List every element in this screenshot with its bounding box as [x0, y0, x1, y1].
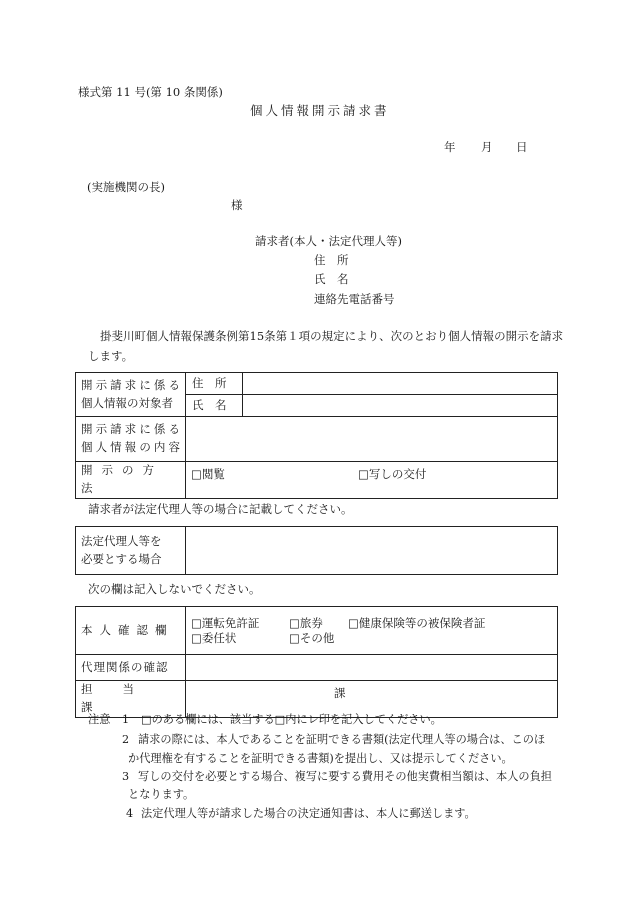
date-day-label: 日 — [516, 140, 528, 154]
target-person-label-line-2: 個人情報の対象者 — [81, 395, 173, 410]
identity-options-cell — [186, 607, 558, 655]
content-label-line-1: 開 示 請 求 に 係 る — [81, 422, 180, 437]
id-insurance-checkbox[interactable]: □健康保険等の被保険者証 — [348, 616, 486, 630]
proxy-need-field[interactable] — [186, 527, 558, 575]
note-2-text-line-2: か代理権を有することを証明できる書類)を提出し、又は提示してください。 — [128, 752, 513, 765]
target-person-label: 開 示 請 求 に 係 る 個人情報の対象者 — [76, 373, 186, 417]
proxy-instruction: 請求者が法定代理人等の場合に記載してください。 — [88, 502, 353, 516]
section-suffix: 課 — [334, 686, 346, 700]
date-year-label: 年 — [444, 140, 456, 154]
section-field — [186, 681, 558, 718]
method-label: 開示の方法 — [76, 462, 186, 499]
proxy-need-label-line-1: 法定代理人等を — [81, 533, 162, 548]
proxy-check-field[interactable] — [186, 655, 558, 681]
id-proxy-letter-checkbox[interactable]: □委任状 — [191, 631, 237, 645]
note-2-text-line-1: 請求の際には、本人であることを証明できる書類(法定代理人等の場合は、このほ — [138, 733, 546, 746]
target-name-label: 氏 名 — [186, 395, 243, 417]
proxy-check-label: 代理関係の確認 — [76, 655, 186, 681]
form-number: 様式第 11 号(第 10 条関係) — [78, 85, 223, 99]
intro-line-1: 掛斐川町個人情報保護条例第15条第１項の規定により、次のとおり個人情報の開示を請求 — [100, 329, 564, 343]
document-title: 個人情報開示請求書 — [250, 103, 390, 118]
note-3-text-line-1: 写しの交付を必要とする場合、複写に要する費用その他実費相当額は、本人の負担 — [138, 770, 552, 783]
recipient-honorific: 様 — [231, 198, 243, 212]
proxy-need-label — [76, 527, 186, 575]
target-name-field[interactable] — [243, 395, 558, 417]
date-month-label: 月 — [481, 140, 493, 154]
section-label: 担当課 — [76, 681, 186, 718]
note-4-number: 4 — [126, 807, 134, 820]
note-4-text: 法定代理人等が請求した場合の決定通知書は、本人に郵送します。 — [141, 807, 476, 820]
note-2-number: 2 — [122, 733, 130, 746]
proxy-need-label-line-2: 必要とする場合 — [81, 551, 162, 566]
content-label-line-2: 個 人 情 報 の 内 容 — [81, 440, 180, 454]
note-1-text: □のある欄には、該当する□内にレ印を記入してください。 — [141, 713, 442, 726]
recipient-label: (実施機関の長) — [87, 180, 165, 194]
content-field[interactable] — [186, 417, 558, 462]
office-use-table — [75, 606, 558, 718]
method-view-checkbox[interactable]: □閲覧 — [191, 467, 225, 481]
id-other-checkbox[interactable]: □その他 — [289, 631, 335, 645]
proxy-table — [75, 526, 558, 575]
requester-phone-label: 連絡先電話番号 — [314, 292, 395, 306]
method-options-cell — [186, 462, 558, 499]
note-3-text-line-2: となります。 — [128, 788, 195, 801]
content-label — [76, 417, 186, 462]
disclosure-request-table — [75, 372, 558, 499]
notes-prefix: 注意 — [88, 713, 111, 726]
requester-address-label: 住 所 — [314, 253, 349, 267]
identity-check-label: 本人確認欄 — [76, 607, 186, 655]
office-use-notice: 次の欄は記入しないでください。 — [88, 582, 261, 596]
method-copy-checkbox[interactable]: □写しの交付 — [358, 467, 427, 481]
target-address-label: 住 所 — [186, 373, 243, 395]
note-3-number: 3 — [122, 770, 130, 783]
target-address-field[interactable] — [243, 373, 558, 395]
id-license-checkbox[interactable]: □運転免許証 — [191, 616, 260, 630]
id-passport-checkbox[interactable]: □旅券 — [289, 616, 323, 630]
requester-heading: 請求者(本人・法定代理人等) — [255, 234, 402, 248]
note-1-number: 1 — [122, 713, 130, 726]
intro-line-2: します。 — [88, 349, 134, 363]
requester-name-label: 氏 名 — [314, 272, 349, 286]
